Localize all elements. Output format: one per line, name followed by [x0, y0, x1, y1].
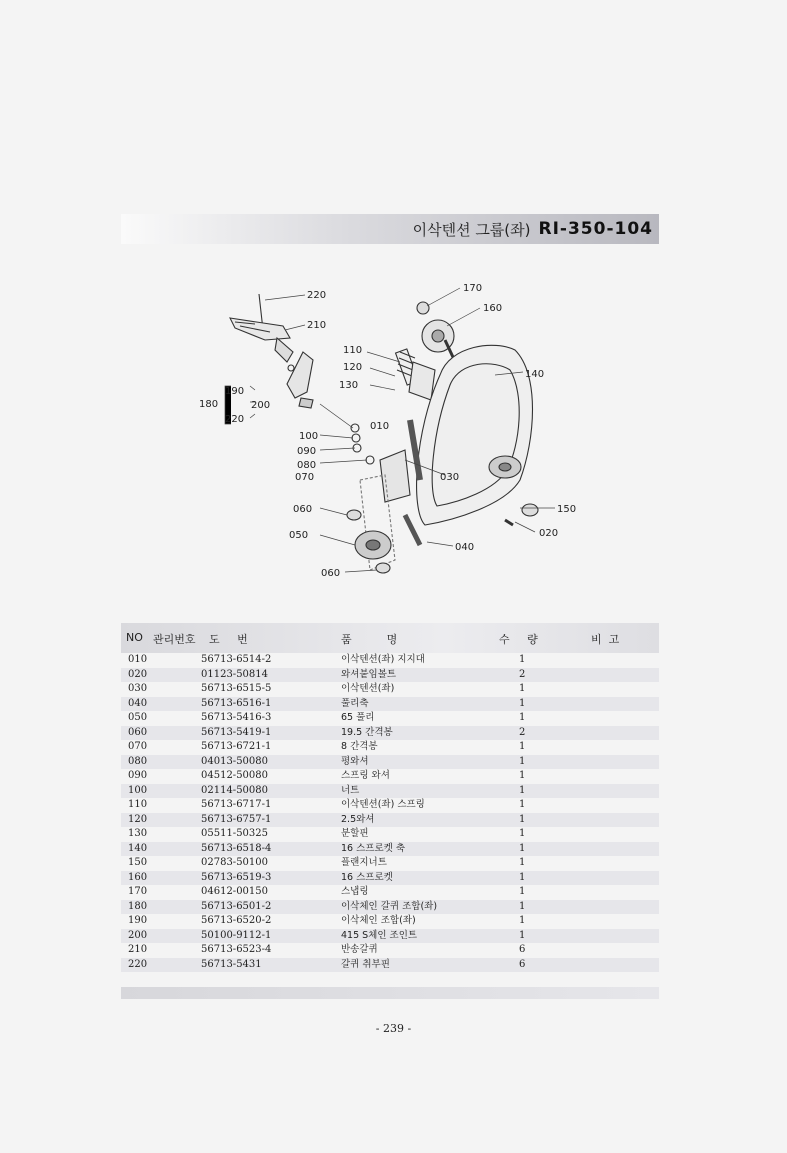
row-drawing-number: 56713-6518-4: [201, 842, 272, 854]
header-quantity: 수 량: [499, 633, 538, 646]
row-drawing-number: 56713-6523-4: [201, 944, 272, 955]
row-no: 050: [128, 712, 148, 723]
row-no: 020: [128, 668, 148, 680]
row-drawing-number: 56713-6501-2: [201, 900, 272, 912]
row-part-name: 16 스프로켓 축: [341, 842, 406, 854]
row-no: 030: [128, 683, 148, 694]
table-row: [121, 856, 659, 871]
row-no: 100: [128, 784, 148, 796]
callout-200: 200: [251, 400, 271, 411]
row-drawing-number: 04512-50080: [201, 770, 269, 781]
row-part-name: 스프링 와셔: [341, 770, 390, 781]
row-drawing-number: 04612-00150: [201, 886, 269, 897]
row-drawing-number: 56713-5419-1: [201, 726, 272, 738]
row-quantity: 6: [519, 958, 526, 970]
row-drawing-number: 56713-6721-1: [201, 741, 272, 752]
callout-120: 120: [343, 362, 363, 373]
section-title-bar: [121, 214, 659, 244]
callout-100: 100: [299, 431, 319, 442]
callout-130: 130: [339, 380, 359, 391]
callout-040: 040: [455, 542, 475, 553]
row-quantity: 1: [519, 886, 526, 897]
callout-010: 010: [370, 421, 390, 432]
callout-190: 190: [225, 386, 245, 397]
row-part-name: 스냅링: [341, 886, 369, 897]
row-no: 150: [128, 857, 148, 868]
row-drawing-number: 56713-6717-1: [201, 799, 272, 810]
row-part-name: 2.5와셔: [341, 813, 375, 825]
row-quantity: 1: [519, 871, 526, 883]
row-drawing-number: 04013-50080: [201, 755, 269, 767]
row-quantity: 1: [519, 828, 526, 839]
row-drawing-number: 56713-6757-1: [201, 813, 272, 825]
table-row: [121, 871, 659, 886]
row-part-name: 너트: [341, 784, 360, 796]
row-part-name: 분할핀: [341, 828, 369, 839]
row-drawing-number: 56713-6520-2: [201, 915, 272, 926]
row-drawing-number: 56713-6514-2: [201, 654, 272, 665]
section-code: RI-350-104: [538, 219, 653, 239]
row-no: 160: [128, 871, 148, 883]
row-part-name: 반송갈퀴: [341, 944, 378, 955]
row-part-name: 평와셔: [341, 755, 369, 767]
table-row: [121, 798, 659, 813]
row-drawing-number: 56713-6516-1: [201, 697, 272, 709]
section-title-korean: 이삭텐션 그룹(좌): [412, 220, 531, 239]
row-quantity: 1: [519, 755, 526, 767]
table-row: [121, 697, 659, 712]
table-row: [121, 755, 659, 770]
header-remark: 비 고: [591, 633, 620, 646]
callout-110: 110: [343, 345, 363, 356]
row-part-name: 이삭텐션(좌) 스프링: [341, 799, 425, 810]
table-row: [121, 813, 659, 828]
row-quantity: 2: [519, 726, 526, 738]
row-drawing-number: 56713-6519-3: [201, 871, 272, 883]
row-part-name: 풀리축: [341, 697, 369, 709]
callout-020: 020: [539, 528, 559, 539]
row-drawing-number: 56713-6515-5: [201, 683, 272, 694]
callout-030: 030: [440, 472, 460, 483]
callout-060-top: 060: [293, 504, 313, 515]
row-quantity: 1: [519, 683, 526, 694]
row-quantity: 2: [519, 668, 526, 680]
row-no: 120: [128, 813, 148, 825]
table-row: [121, 827, 659, 842]
row-quantity: 1: [519, 929, 526, 941]
table-body: [121, 653, 659, 972]
row-quantity: 1: [519, 654, 526, 665]
callout-160: 160: [483, 303, 503, 314]
table-row: [121, 784, 659, 799]
row-quantity: 6: [519, 944, 526, 955]
row-no: 090: [128, 770, 148, 781]
table-row: [121, 914, 659, 929]
row-part-name: 이삭텐션(좌): [341, 683, 395, 694]
header-part-name: 품 명: [341, 633, 398, 646]
row-quantity: 1: [519, 857, 526, 868]
row-quantity: 1: [519, 900, 526, 912]
row-drawing-number: 01123-50814: [201, 668, 269, 680]
table-row: [121, 842, 659, 857]
callout-070: 070: [295, 472, 315, 483]
row-drawing-number: 02783-50100: [201, 857, 269, 868]
row-no: 130: [128, 828, 148, 839]
row-quantity: 1: [519, 697, 526, 709]
callout-170: 170: [463, 283, 483, 294]
row-quantity: 1: [519, 799, 526, 810]
callout-180: 180: [199, 399, 219, 410]
table-row: [121, 929, 659, 944]
row-no: 080: [128, 755, 148, 767]
callout-050: 050: [289, 530, 309, 541]
row-no: 190: [128, 915, 148, 926]
table-row: [121, 885, 659, 900]
table-row: [121, 682, 659, 697]
exploded-parts-diagram: [195, 280, 585, 590]
table-row: [121, 711, 659, 726]
row-no: 060: [128, 726, 148, 738]
callout-220-top: 220: [307, 290, 327, 301]
row-part-name: 8 간격봉: [341, 741, 378, 752]
row-part-name: 16 스프로켓: [341, 871, 393, 883]
table-header: [121, 623, 659, 653]
row-no: 180: [128, 900, 148, 912]
row-drawing-number: 56713-5431: [201, 958, 262, 970]
header-no: NO: [126, 631, 143, 644]
callout-090: 090: [297, 446, 317, 457]
table-row: [121, 958, 659, 973]
callout-080: 080: [297, 460, 317, 471]
row-drawing-number: 05511-50325: [201, 828, 269, 839]
row-part-name: 플랜지너트: [341, 857, 387, 868]
callout-140: 140: [525, 369, 545, 380]
row-part-name: 415 S체인 조인트: [341, 929, 418, 941]
row-no: 220: [128, 958, 148, 970]
row-quantity: 1: [519, 784, 526, 796]
row-drawing-number: 56713-5416-3: [201, 712, 272, 723]
row-part-name: 이삭체인 조합(좌): [341, 915, 416, 926]
row-quantity: 1: [519, 741, 526, 752]
row-part-name: 와셔붙임볼트: [341, 668, 397, 680]
row-quantity: 1: [519, 915, 526, 926]
row-no: 140: [128, 842, 148, 854]
row-drawing-number: 02114-50080: [201, 784, 269, 796]
row-no: 010: [128, 654, 148, 665]
row-part-name: 65 풀리: [341, 712, 375, 723]
table-row: [121, 769, 659, 784]
row-quantity: 1: [519, 770, 526, 781]
table-footer-bar: [121, 987, 659, 999]
row-no: 110: [128, 799, 148, 810]
callout-060-bottom: 060: [321, 568, 341, 579]
row-part-name: 이삭텐션(좌) 지지대: [341, 654, 425, 665]
header-mgmt-number: 관리번호: [153, 633, 196, 646]
table-row: [121, 668, 659, 683]
row-no: 170: [128, 886, 148, 897]
row-quantity: 1: [519, 813, 526, 825]
row-part-name: 이삭체인 갈퀴 조합(좌): [341, 900, 438, 912]
header-drawing-number: 도 번: [209, 633, 248, 646]
parts-table: [121, 623, 659, 972]
row-no: 200: [128, 929, 148, 941]
row-part-name: 19.5 간격봉: [341, 726, 393, 738]
table-row: [121, 740, 659, 755]
table-row: [121, 943, 659, 958]
row-quantity: 1: [519, 712, 526, 723]
callout-150: 150: [557, 504, 577, 515]
row-no: 210: [128, 944, 148, 955]
row-drawing-number: 50100-9112-1: [201, 929, 272, 941]
row-part-name: 갈퀴 취부핀: [341, 958, 390, 970]
row-quantity: 1: [519, 842, 526, 854]
row-no: 070: [128, 741, 148, 752]
table-row: [121, 653, 659, 668]
page-number: - 239 -: [375, 1022, 412, 1035]
callout-210: 210: [307, 320, 327, 331]
callout-220-left: 220: [225, 414, 245, 425]
row-no: 040: [128, 697, 148, 709]
table-row: [121, 900, 659, 915]
table-row: [121, 726, 659, 741]
